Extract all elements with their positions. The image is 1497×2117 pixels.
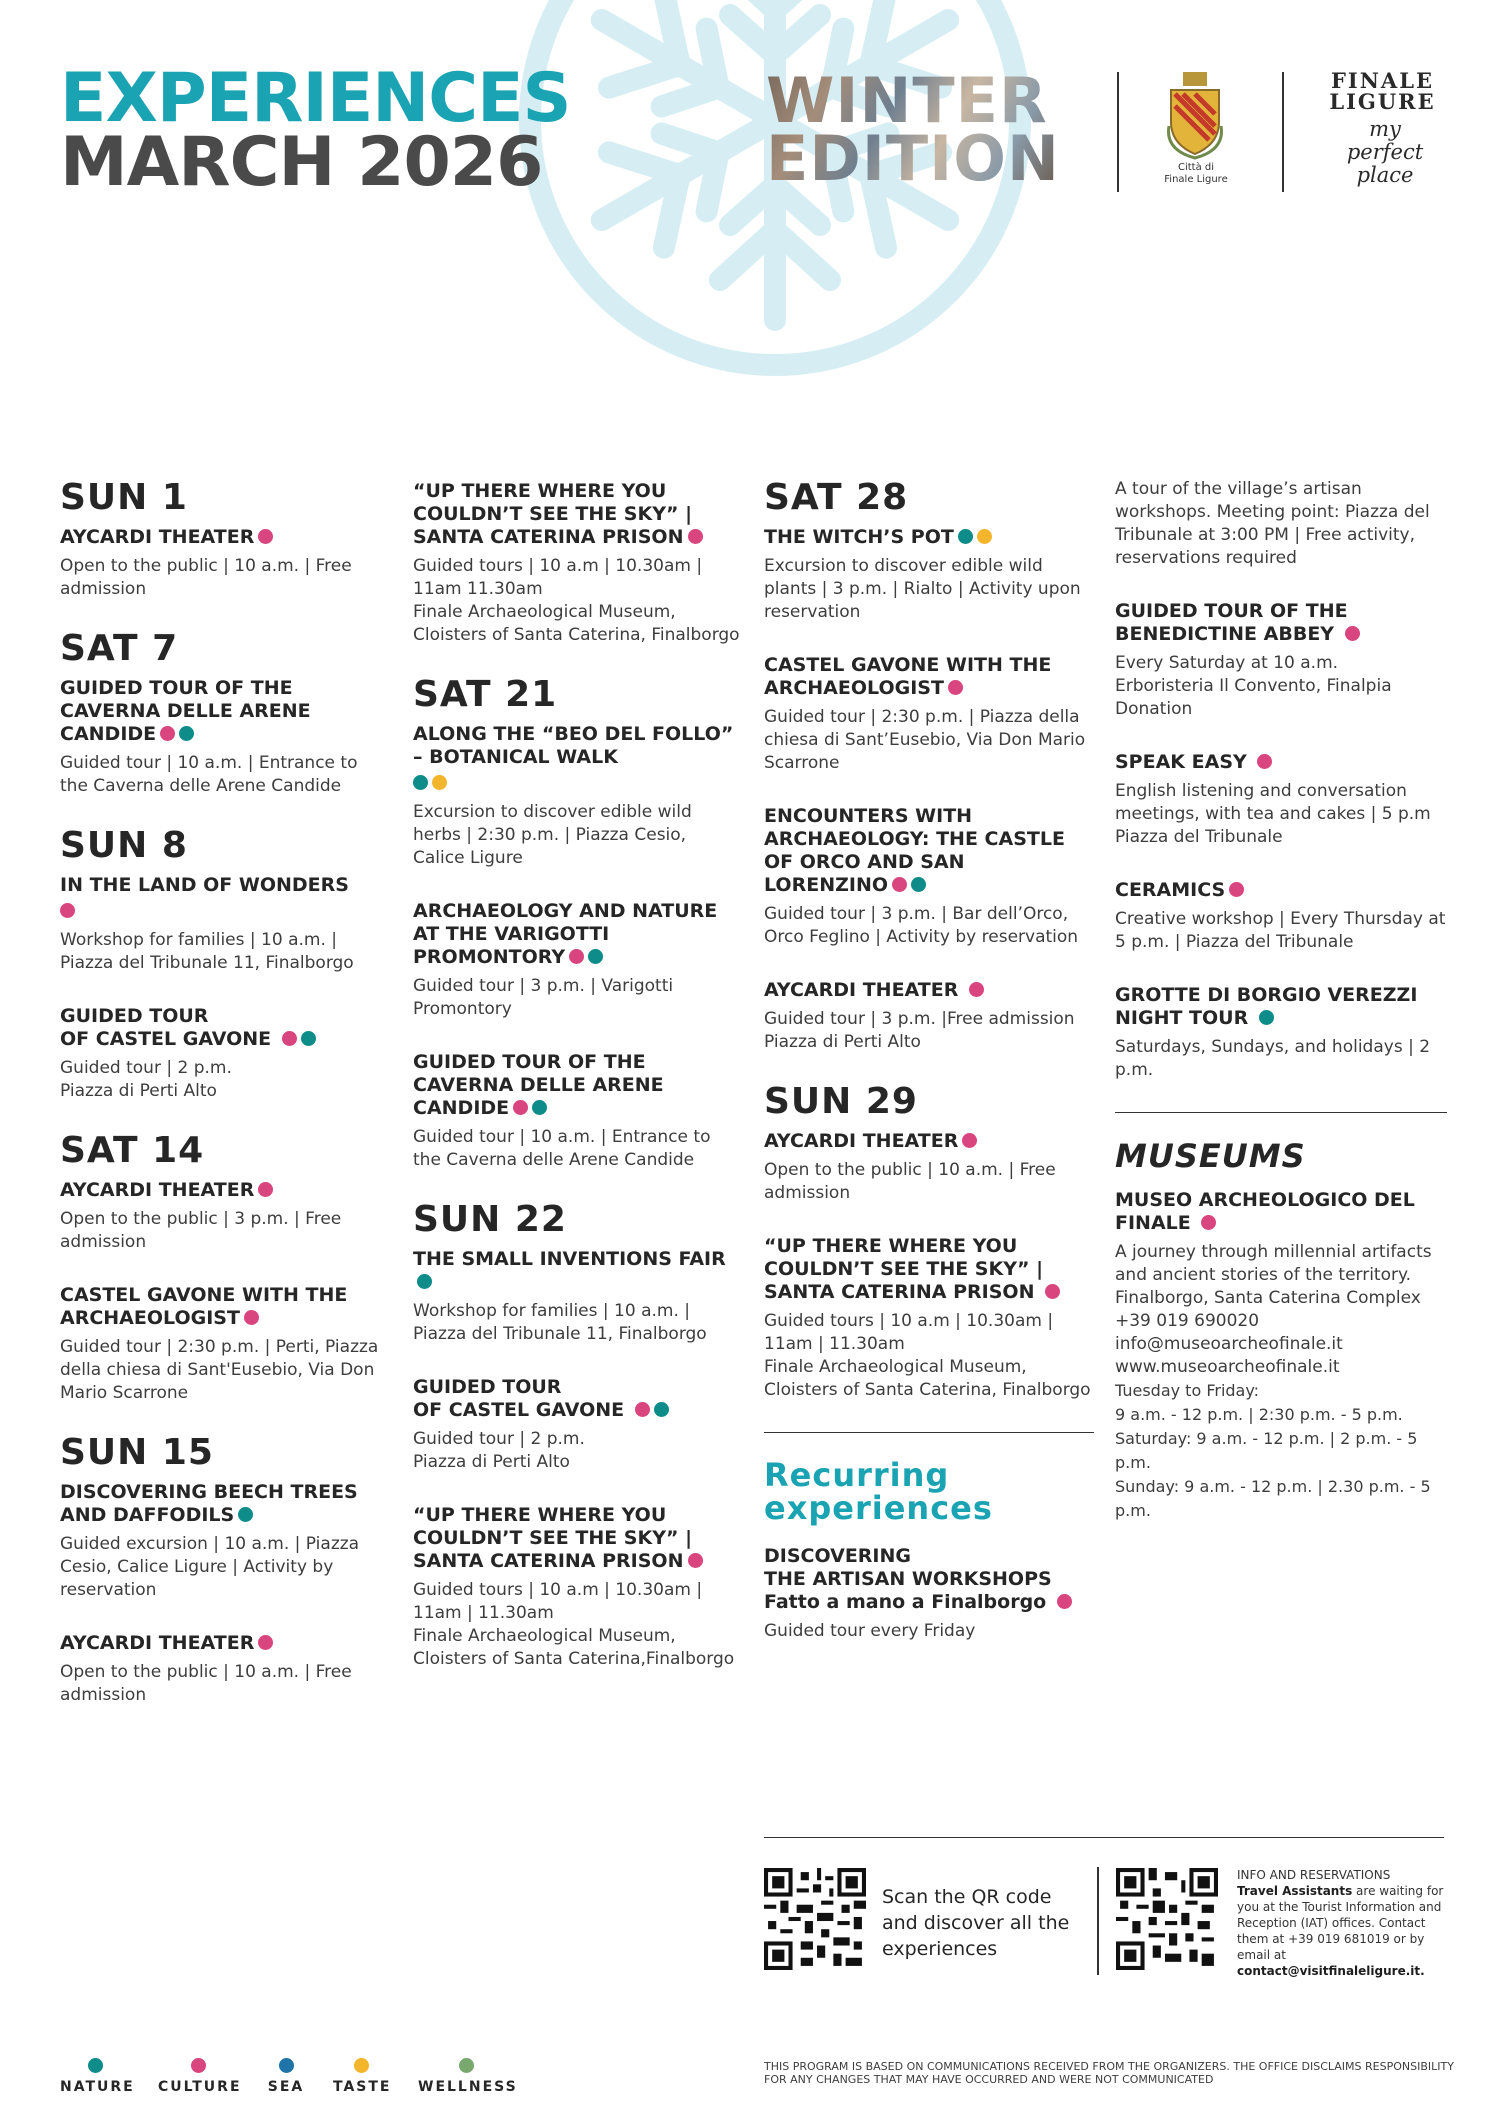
event-title-text: AYCARDI THEATER xyxy=(60,526,255,548)
event-title-text: AYCARDI THEATER xyxy=(60,1179,255,1201)
event xyxy=(60,874,390,975)
nature-dot xyxy=(417,1274,432,1289)
event-details: Creative workshop | Every Thursday at 5 p.m. | Piazza del Tribunale xyxy=(1115,909,1446,952)
legend-wellness xyxy=(418,2058,518,2095)
event xyxy=(764,526,1094,624)
brand-script-2: perfect xyxy=(1346,140,1424,164)
event-title xyxy=(60,1632,390,1655)
event-title-text: AYCARDI THEATER xyxy=(764,1130,959,1152)
event-title-text: AYCARDI THEATER xyxy=(764,979,959,1001)
wellness-dot xyxy=(459,2058,474,2073)
culture-dot xyxy=(962,1133,977,1148)
event-details: Workshop for families | 10 a.m. | Piazza del Tribunale 11, Finalborgo xyxy=(413,1301,707,1344)
day-heading: SUN 29 xyxy=(764,1081,918,1122)
legend-label: CULTURE xyxy=(158,2079,242,2095)
event-details xyxy=(1115,652,1447,721)
event-title-text: Fatto a mano a Finalborgo xyxy=(764,1591,1047,1613)
nature-dot xyxy=(88,2058,103,2073)
event-title-text: THE SMALL INVENTIONS FAIR xyxy=(413,1248,726,1270)
event-title-text: GUIDED TOUR xyxy=(413,1376,562,1398)
culture-dot xyxy=(160,726,175,741)
event-title-text: ARCHAEOLOGY AND NATURE AT THE VARIGOTTI PROMONTORY xyxy=(413,900,718,968)
culture-dot xyxy=(1229,882,1244,897)
legend-label: TASTE xyxy=(333,2079,392,2095)
event-title-text: ENCOUNTERS WITH ARCHAEOLOGY: THE CASTLE OF ORCO AND SAN LORENZINO xyxy=(764,805,1065,896)
event-title-text: GUIDED TOUR OF THE CAVERNA DELLE ARENE CANDIDE xyxy=(413,1051,664,1119)
event xyxy=(60,677,390,798)
event-title xyxy=(764,1545,1094,1614)
event-details: Open to the public | 3 p.m. | Free admission xyxy=(60,1209,342,1252)
day-heading: SAT 14 xyxy=(60,1130,205,1171)
event-title xyxy=(1115,751,1447,774)
footer-divider xyxy=(764,1837,1444,1838)
event-details-line: Erboristeria Il Convento, Finalpia xyxy=(1115,676,1392,696)
qr-caption: Scan the QR code and discover all the experiences xyxy=(882,1886,1070,1960)
event-title xyxy=(764,654,1094,700)
event-details xyxy=(764,1310,1094,1402)
event-title-text: ALONG THE “BEO DEL FOLLO” – BOTANICAL WALK xyxy=(413,723,734,768)
nature-dot xyxy=(654,1402,669,1417)
event-details-line: Guided tour | 2 p.m. xyxy=(413,1429,585,1449)
recurring-heading-line-2: experiences xyxy=(764,1489,993,1527)
event-title-text: DISCOVERING BEECH TREES AND DAFFODILS xyxy=(60,1481,358,1526)
culture-dot xyxy=(513,1100,528,1115)
event-details-line: Finale Archaeological Museum, Cloisters of Santa Caterina, Finalborgo xyxy=(413,602,740,645)
sea-dot xyxy=(279,2058,294,2073)
nature-dot xyxy=(238,1507,253,1522)
event-details-line: Guided tours | 10 a.m | 10.30am | 11am | 11.30am xyxy=(764,1311,1054,1354)
section-divider xyxy=(1115,1112,1447,1113)
culture-dot xyxy=(948,680,963,695)
event-details-line: Guided tours | 10 a.m | 10.30am | 11am | 11.30am xyxy=(413,1580,703,1623)
column-2 xyxy=(413,480,743,1701)
event xyxy=(1115,984,1447,1082)
event-details: English listening and conversation meetings, with tea and cakes | 5 p.m Piazza del Tribunale xyxy=(1115,781,1431,847)
culture-dot xyxy=(969,982,984,997)
nature-dot xyxy=(413,775,428,790)
event xyxy=(1115,879,1447,954)
museum-hours: Tuesday to Friday: xyxy=(1115,1381,1260,1400)
culture-dot xyxy=(892,877,907,892)
culture-dot xyxy=(1201,1215,1216,1230)
event xyxy=(60,1481,390,1602)
event-title xyxy=(764,1235,1094,1304)
event-details xyxy=(413,1579,743,1671)
event-details: A tour of the village’s artisan workshops. Meeting point: Piazza del Tribunale at 3:00 PM | Free activity, reservations required xyxy=(1115,479,1430,568)
event-details xyxy=(413,555,743,647)
legend-label: SEA xyxy=(267,2079,305,2095)
museum-hours: Saturday: 9 a.m. - 12 p.m. | 2 p.m. - 5 p.m. xyxy=(1115,1429,1418,1472)
qr-code-icon-2[interactable] xyxy=(1116,1868,1218,1970)
header-divider xyxy=(1117,72,1119,192)
event-title-text: SPEAK EASY xyxy=(1115,751,1247,773)
event-title-text: CERAMICS xyxy=(1115,879,1226,901)
event-title-text: THE WITCH’S POT xyxy=(764,526,954,548)
day-heading: SUN 8 xyxy=(60,825,188,866)
brand-line-2: LIGURE xyxy=(1329,89,1436,114)
brand-logo xyxy=(1320,70,1445,112)
recurring-heading-line-1: Recurring xyxy=(764,1456,950,1494)
culture-dot xyxy=(1257,754,1272,769)
event xyxy=(1115,478,1447,570)
event xyxy=(60,1632,390,1707)
day-heading: SUN 1 xyxy=(60,477,188,518)
museum-website: www.museoarcheofinale.it xyxy=(1115,1357,1340,1377)
header-divider-2 xyxy=(1282,72,1284,192)
page-title: EXPERIENCES xyxy=(60,59,571,138)
event xyxy=(764,1235,1094,1402)
event-title-text: “UP THERE WHERE YOU COULDN’T SEE THE SKY” | SANTA CATERINA PRISON xyxy=(413,480,693,548)
event xyxy=(60,1179,390,1254)
qr-code-icon[interactable] xyxy=(764,1868,866,1970)
crest-caption xyxy=(1150,162,1242,186)
museum-title xyxy=(1115,1189,1447,1235)
event-title xyxy=(413,1504,743,1573)
legend-taste xyxy=(333,2058,392,2095)
event xyxy=(764,1130,1094,1205)
taste-dot xyxy=(977,529,992,544)
event-details: Guided tour | 2:30 p.m. | Perti, Piazza della chiesa di Sant'Eusebio, Via Don Mario Scarrone xyxy=(60,1337,379,1403)
event-title xyxy=(413,1051,743,1120)
event-title xyxy=(413,1248,743,1294)
event-title-text: THE ARTISAN WORKSHOPS xyxy=(764,1568,1052,1590)
museum-address: Finalborgo, Santa Caterina Complex xyxy=(1115,1288,1421,1308)
nature-dot xyxy=(911,877,926,892)
day-heading: SAT 7 xyxy=(60,628,179,669)
edition-line-2: EDITION xyxy=(766,122,1060,195)
event-title xyxy=(413,900,743,969)
edition-title xyxy=(766,64,1060,195)
event-title xyxy=(764,805,1094,897)
culture-dot xyxy=(688,1553,703,1568)
taste-dot xyxy=(354,2058,369,2073)
event-title-text: OF CASTEL GAVONE xyxy=(413,1399,625,1421)
event-title xyxy=(60,1284,390,1330)
event-title-text: GROTTE DI BORGIO VEREZZI NIGHT TOUR xyxy=(1115,984,1418,1029)
nature-dot xyxy=(532,1100,547,1115)
event xyxy=(1115,751,1447,849)
event-title xyxy=(1115,879,1447,902)
event-title-text: CASTEL GAVONE WITH THE ARCHAEOLOGIST xyxy=(60,1284,348,1329)
event xyxy=(413,900,743,1021)
crest-caption-2: Finale Ligure xyxy=(1164,174,1228,185)
info-text-1: are waiting for you at the Tourist Information and Reception (IAT) offices. xyxy=(1237,1884,1444,1930)
info-email-link[interactable]: contact@visitfinaleligure.it. xyxy=(1237,1964,1425,1978)
event-details: Guided tour | 3 p.m. | Bar dell’Orco, Orco Feglino | Activity by reservation xyxy=(764,904,1079,947)
event xyxy=(413,480,743,647)
event-title xyxy=(1115,600,1447,646)
nature-dot xyxy=(1259,1010,1274,1025)
museum-phone: +39 019 690020 xyxy=(1115,1311,1260,1331)
event-details: Guided tour | 2:30 p.m. | Piazza della chiesa di Sant’Eusebio, Via Don Mario Scarrone xyxy=(764,707,1086,773)
event-details-line: Finale Archaeological Museum, Cloisters of Santa Caterina,Finalborgo xyxy=(413,1626,735,1669)
info-text xyxy=(1237,1883,1447,1979)
event xyxy=(60,1005,390,1103)
museum-hours: Sunday: 9 a.m. - 12 p.m. | 2.30 p.m. - 5 p.m. xyxy=(1115,1477,1431,1520)
event xyxy=(413,1248,743,1346)
event-title-text: GUIDED TOUR xyxy=(60,1005,209,1027)
event-title xyxy=(764,526,1094,549)
culture-dot xyxy=(191,2058,206,2073)
event-details-line: Finale Archaeological Museum, Cloisters of Santa Caterina, Finalborgo xyxy=(764,1357,1091,1400)
museum xyxy=(1115,1189,1447,1523)
event-title xyxy=(60,1481,390,1527)
event-details: Guided tour | 10 a.m. | Entrance to the Caverna delle Arene Candide xyxy=(60,753,358,796)
page-subtitle: MARCH 2026 xyxy=(60,123,543,202)
event-details: Guided tour every Friday xyxy=(764,1621,976,1641)
column-4 xyxy=(1115,478,1447,1553)
footer-vertical-divider xyxy=(1097,1867,1099,1975)
museum-hours: 9 a.m. - 12 p.m. | 2:30 p.m. - 5 p.m. xyxy=(1115,1405,1403,1424)
event-title xyxy=(413,480,743,549)
culture-dot xyxy=(258,529,273,544)
day-heading: SAT 21 xyxy=(413,674,558,715)
event-title xyxy=(60,1179,390,1202)
event-details: Guided tour | 3 p.m. | Varigotti Promontory xyxy=(413,976,674,1019)
brand-script-3: place xyxy=(1356,163,1414,187)
culture-dot xyxy=(635,1402,650,1417)
column-3 xyxy=(764,477,1094,1673)
event-title-text: IN THE LAND OF WONDERS xyxy=(60,874,349,896)
museums-heading: MUSEUMS xyxy=(1115,1137,1306,1175)
event-details: Open to the public | 10 a.m. | Free admission xyxy=(60,1662,352,1705)
event xyxy=(60,1284,390,1405)
info-bold: Travel Assistants xyxy=(1237,1884,1353,1898)
culture-dot xyxy=(1345,626,1360,641)
info-title: INFO AND RESERVATIONS xyxy=(1237,1868,1391,1882)
event xyxy=(764,805,1094,949)
event xyxy=(764,979,1094,1054)
day-heading: SAT 28 xyxy=(764,477,909,518)
event-title xyxy=(60,677,390,746)
edition-line-1: WINTER xyxy=(766,64,1048,137)
taste-dot xyxy=(432,775,447,790)
event-details-line: Donation xyxy=(1115,699,1193,719)
crest-caption-1: Città di xyxy=(1177,162,1215,173)
event-title-text: “UP THERE WHERE YOU COULDN’T SEE THE SKY” | SANTA CATERINA PRISON xyxy=(764,1235,1044,1303)
event-title xyxy=(413,723,743,795)
legend-nature xyxy=(60,2058,135,2095)
culture-dot xyxy=(244,1310,259,1325)
event-title-text: AYCARDI THEATER xyxy=(60,1632,255,1654)
culture-dot xyxy=(282,1031,297,1046)
event-details: Excursion to discover edible wild herbs | 2:30 p.m. | Piazza Cesio, Calice Ligure xyxy=(413,802,692,868)
event xyxy=(413,1051,743,1172)
culture-dot xyxy=(60,903,75,918)
event-title-text: GUIDED TOUR OF THE BENEDICTINE ABBEY xyxy=(1115,600,1348,645)
event-details-line: Piazza di Perti Alto xyxy=(764,1032,921,1052)
event-details: Open to the public | 10 a.m. | Free admission xyxy=(60,556,352,599)
museum-details xyxy=(1115,1241,1447,1523)
event-details xyxy=(764,1008,1094,1054)
event-title-text: GUIDED TOUR OF THE CAVERNA DELLE ARENE CANDIDE xyxy=(60,677,311,745)
event-title xyxy=(764,1130,1094,1153)
nature-dot xyxy=(588,949,603,964)
event xyxy=(413,1504,743,1671)
event xyxy=(764,654,1094,775)
event xyxy=(764,1545,1094,1643)
nature-dot xyxy=(958,529,973,544)
nature-dot xyxy=(179,726,194,741)
event-details: Saturdays, Sundays, and holidays | 2 p.m. xyxy=(1115,1037,1431,1080)
event-title xyxy=(413,1376,743,1422)
info-box xyxy=(1237,1867,1447,1979)
event xyxy=(413,723,743,870)
day-heading: SUN 15 xyxy=(60,1432,214,1473)
recurring-heading xyxy=(764,1456,1094,1527)
event-details-line: Guided tour | 3 p.m. |Free admission xyxy=(764,1009,1075,1029)
disclaimer: THIS PROGRAM IS BASED ON COMMUNICATIONS RECEIVED FROM THE ORGANIZERS. THE OFFICE DISCLAIMS RESPONSIBILITY FOR ANY CHANGES THAT MAY HAVE OCCURRED AND WERE NOT COMMUNICATED xyxy=(764,2060,1454,2086)
event-details: Workshop for families | 10 a.m. | Piazza del Tribunale 11, Finalborgo xyxy=(60,930,354,973)
event xyxy=(413,1376,743,1474)
museum-email: info@museoarcheofinale.it xyxy=(1115,1334,1343,1354)
legend-label: WELLNESS xyxy=(418,2079,518,2095)
culture-dot xyxy=(258,1635,273,1650)
city-crest-icon xyxy=(1165,70,1225,160)
brand-script-1: my xyxy=(1369,117,1401,141)
event-title xyxy=(60,1005,390,1051)
brand-line-1: FINALE xyxy=(1331,68,1434,93)
legend-label: NATURE xyxy=(60,2079,135,2095)
info-text-2: Contact them at +39 019 681019 or by email at xyxy=(1237,1916,1426,1962)
event-title xyxy=(60,526,390,549)
event-title-text: “UP THERE WHERE YOU COULDN’T SEE THE SKY” | SANTA CATERINA PRISON xyxy=(413,1504,693,1572)
nature-dot xyxy=(301,1031,316,1046)
day-heading: SUN 22 xyxy=(413,1199,567,1240)
brand-script xyxy=(1330,118,1440,187)
event-details-line: Guided tour | 2 p.m. xyxy=(60,1058,232,1078)
event-title-text: OF CASTEL GAVONE xyxy=(60,1028,272,1050)
culture-dot xyxy=(1057,1594,1072,1609)
culture-dot xyxy=(688,529,703,544)
event-details-line: Every Saturday at 10 a.m. xyxy=(1115,653,1339,673)
culture-dot xyxy=(569,949,584,964)
legend-culture xyxy=(158,2058,242,2095)
museum-title-text: MUSEO ARCHEOLOGICO DEL FINALE xyxy=(1115,1189,1415,1234)
event-title-text: CASTEL GAVONE WITH THE ARCHAEOLOGIST xyxy=(764,654,1052,699)
culture-dot xyxy=(1045,1284,1060,1299)
event-details xyxy=(60,1057,390,1103)
snowflake-icon xyxy=(505,0,1045,390)
event-title xyxy=(764,979,1094,1002)
event-details: Guided excursion | 10 a.m. | Piazza Cesio, Calice Ligure | Activity by reservation xyxy=(60,1534,360,1600)
event-title xyxy=(1115,984,1447,1030)
event-details-line: Guided tours | 10 a.m | 10.30am | 11am 11.30am xyxy=(413,556,703,599)
section-divider xyxy=(764,1432,1094,1433)
event-details: Guided tour | 10 a.m. | Entrance to the Caverna delle Arene Candide xyxy=(413,1127,711,1170)
event xyxy=(60,526,390,601)
legend-sea xyxy=(266,2058,306,2095)
museum-description: A journey through millennial artifacts and ancient stories of the territory. xyxy=(1115,1242,1432,1285)
event-title xyxy=(60,874,390,923)
event-details: Excursion to discover edible wild plants | 3 p.m. | Rialto | Activity upon reservation xyxy=(764,556,1081,622)
event xyxy=(1115,600,1447,721)
column-1 xyxy=(60,477,390,1737)
event-title-text: DISCOVERING xyxy=(764,1545,911,1567)
event-details-line: Piazza di Perti Alto xyxy=(60,1081,217,1101)
culture-dot xyxy=(258,1182,273,1197)
event-details-line: Piazza di Perti Alto xyxy=(413,1452,570,1472)
event-details xyxy=(413,1428,743,1474)
event-details: Open to the public | 10 a.m. | Free admission xyxy=(764,1160,1056,1203)
